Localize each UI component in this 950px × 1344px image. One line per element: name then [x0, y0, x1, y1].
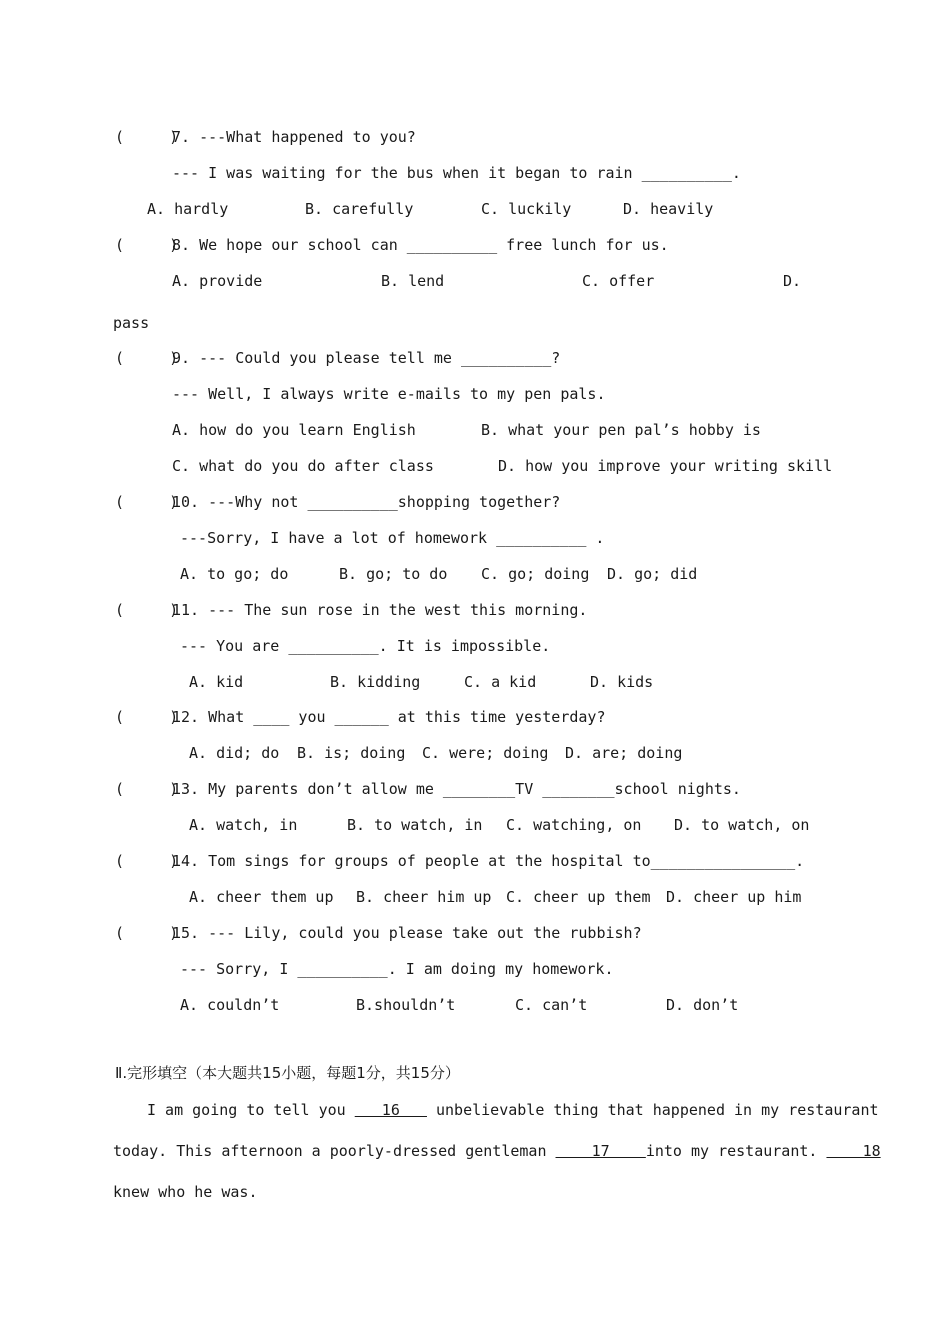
- blank-16: 16: [354, 1101, 427, 1119]
- question-13-stem: 13. My parents don’t allow me ________TV ________school nights.: [172, 780, 741, 798]
- question-12-stem: 12. What ____ you ______ at this time yesterday?: [172, 708, 606, 726]
- question-11-paren: ( ): [115, 601, 179, 619]
- question-11-option-d: D. kids: [590, 673, 654, 691]
- question-14-paren: ( ): [115, 852, 179, 870]
- question-11-stem: 11. --- The sun rose in the west this morning.: [172, 601, 588, 619]
- question-8-paren: ( ): [115, 236, 179, 254]
- question-9-stem: 9. --- Could you please tell me __________?: [172, 349, 561, 367]
- cloze-line-1: [147, 1101, 879, 1119]
- question-12-option-c: C. were; doing: [422, 744, 549, 762]
- question-7-option-c: C. luckily: [481, 200, 572, 218]
- question-8-option-c: C. offer: [582, 272, 655, 290]
- question-10-paren: ( ): [115, 493, 179, 511]
- question-7-option-a: A. hardly: [147, 200, 229, 218]
- question-13-option-c: C. watching, on: [506, 816, 642, 834]
- question-13-option-d: D. to watch, on: [674, 816, 810, 834]
- question-11-option-a: A. kid: [189, 673, 244, 691]
- question-15-paren: ( ): [115, 924, 179, 942]
- question-12-paren: ( ): [115, 708, 179, 726]
- cloze-line-3: knew who he was.: [113, 1183, 258, 1201]
- question-7-dialogue: --- I was waiting for the bus when it began to rain __________.: [172, 164, 741, 182]
- blank-18: 18: [826, 1142, 881, 1160]
- question-9-paren: ( ): [115, 349, 179, 367]
- question-11-option-c: C. a kid: [464, 673, 537, 691]
- question-7-paren: ( ): [115, 128, 179, 146]
- question-9-dialogue: --- Well, I always write e-mails to my pen pals.: [172, 385, 606, 403]
- question-10-dialogue: ---Sorry, I have a lot of homework __________ .: [180, 529, 605, 547]
- question-9-option-a: A. how do you learn English: [172, 421, 416, 439]
- question-11-option-b: B. kidding: [330, 673, 421, 691]
- question-14-option-a: A. cheer them up: [189, 888, 334, 906]
- cloze-text: I am going to tell you: [147, 1101, 355, 1119]
- question-14-option-c: C. cheer up them: [506, 888, 651, 906]
- question-8-stem: 8. We hope our school can __________ free lunch for us.: [172, 236, 669, 254]
- question-15-option-a: A. couldn’t: [180, 996, 280, 1014]
- blank-17: 17: [555, 1142, 646, 1160]
- question-15-stem: 15. --- Lily, could you please take out the rubbish?: [172, 924, 642, 942]
- question-9-option-c: C. what do you do after class: [172, 457, 434, 475]
- section-heading: Ⅱ.完形填空（本大题共15小题，每题1分，共15分）: [115, 1064, 460, 1082]
- question-12-option-a: A. did; do: [189, 744, 280, 762]
- question-10-option-c: C. go; doing: [481, 565, 590, 583]
- cloze-text: unbelievable thing that happened in my restaurant: [426, 1101, 879, 1119]
- question-15-option-b: B.shouldn’t: [356, 996, 456, 1014]
- question-11-dialogue: --- You are __________. It is impossible.: [180, 637, 551, 655]
- question-13-option-a: A. watch, in: [189, 816, 298, 834]
- question-8-option-a: A. provide: [172, 272, 263, 290]
- cloze-text: today. This afternoon a poorly-dressed gentleman: [113, 1142, 556, 1160]
- cloze-text: into my restaurant.: [645, 1142, 827, 1160]
- question-8-option-d: D.: [783, 272, 802, 290]
- question-15-option-d: D. don’t: [666, 996, 739, 1014]
- question-15-dialogue: --- Sorry, I __________. I am doing my homework.: [180, 960, 614, 978]
- question-14-option-d: D. cheer up him: [666, 888, 802, 906]
- question-7-option-b: B. carefully: [305, 200, 414, 218]
- question-10-option-d: D. go; did: [607, 565, 698, 583]
- question-10-option-a: A. to go; do: [180, 565, 289, 583]
- question-12-option-d: D. are; doing: [565, 744, 683, 762]
- question-15-option-c: C. can’t: [515, 996, 588, 1014]
- question-13-option-b: B. to watch, in: [347, 816, 483, 834]
- question-10-option-b: B. go; to do: [339, 565, 448, 583]
- question-9-option-d: D. how you improve your writing skill: [498, 457, 833, 475]
- question-9-option-b: B. what your pen pal’s hobby is: [481, 421, 761, 439]
- cloze-line-2: [113, 1142, 881, 1160]
- question-8-option-b: B. lend: [381, 272, 445, 290]
- question-13-paren: ( ): [115, 780, 179, 798]
- question-7-stem: 7. ---What happened to you?: [172, 128, 416, 146]
- question-12-option-b: B. is; doing: [297, 744, 406, 762]
- question-14-stem: 14. Tom sings for groups of people at the hospital to________________.: [172, 852, 805, 870]
- question-10-stem: 10. ---Why not __________shopping together?: [172, 493, 561, 511]
- question-7-option-d: D. heavily: [623, 200, 714, 218]
- question-8-option-d-wrap: pass: [113, 314, 150, 332]
- question-14-option-b: B. cheer him up: [356, 888, 492, 906]
